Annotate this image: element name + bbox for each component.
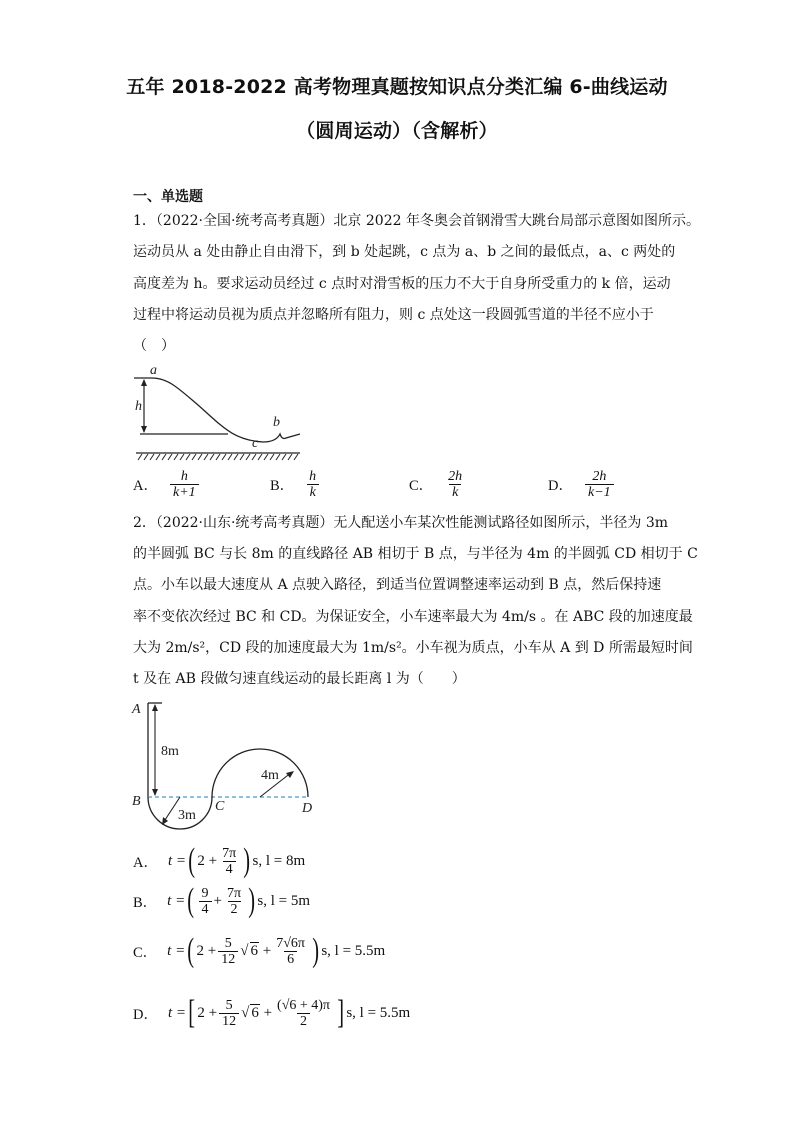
q2-line: 2．（2022·山东·统考高考真题）无人配送小车某次性能测试路径如图所示，半径为 3m <box>133 515 669 531</box>
q2-option-d[interactable]: D． t = [ 2 + $\frac{5}{12}$ √ 6 + $\frac{(√6 + 4)\pi}{2}$ ] s, l = 5.5m <box>133 994 411 1031</box>
q2-line: t 及在 AB 段做匀速直线运动的最长距离 l 为（ ） <box>133 671 466 687</box>
q1-option-b[interactable]: B． $\frac{h}{k}$ <box>270 469 321 500</box>
q1-option-d[interactable]: D． $\frac{2h}{k-1}$ <box>548 469 616 500</box>
q2-option-a[interactable]: A． t = ( 2 + $\frac{7\pi}{4}$ ) s, l = 8m <box>133 842 306 879</box>
q2-line: 率不变依次经过 BC 和 CD。为保证安全，小车速率最大为 4m/s 。在 ABC 段的加速度最 <box>133 609 693 625</box>
track-path-figure <box>128 695 328 835</box>
section-heading: 一、单选题 <box>133 189 203 205</box>
q2-line: 大为 2m/s²，CD 段的加速度最大为 1m/s²。小车视为质点，小车从 A 到 D 所需最短时间 <box>133 640 693 656</box>
label-B: B <box>132 794 141 809</box>
label-4m: 4m <box>261 768 279 783</box>
label-h: h <box>135 399 142 414</box>
q1-line: （ ） <box>133 338 175 354</box>
document-title-line-1: 五年 2018-2022 高考物理真题按知识点分类汇编 6-曲线运动 <box>126 76 668 98</box>
q2-line: 点。小车以最大速度从 A 点驶入路径，到适当位置调整速率运动到 B 点，然后保持速 <box>133 577 662 593</box>
q2-line: 的半圆弧 BC 与长 8m 的直线路径 AB 相切于 B 点，与半径为 4m 的半圆弧 CD 相切于 C <box>133 546 698 562</box>
label-A: A <box>132 702 141 717</box>
label-3m: 3m <box>178 808 196 823</box>
ski-jump-figure <box>128 360 308 465</box>
label-b: b <box>273 415 280 430</box>
label-8m: 8m <box>161 744 179 759</box>
label-C: C <box>215 799 225 814</box>
q2-option-c[interactable]: C． t = ( 2 + $\frac{5}{12}$ √ 6 + $\frac{7√6\pi}{6}$ ) s, l = 5.5m <box>133 932 386 969</box>
q2-option-b[interactable]: B． t = ( $\frac{9}{4}$ + $\frac{7\pi}{2}$ ) s, l = 5m <box>133 882 311 919</box>
label-c: c <box>252 436 259 451</box>
q1-option-a[interactable]: A． $\frac{h}{k+1}$ <box>133 469 201 500</box>
q1-option-c[interactable]: C． $\frac{2h}{k}$ <box>409 469 463 500</box>
label-D: D <box>302 801 313 816</box>
document-title-line-2: （圆周运动）（含解析） <box>296 120 498 142</box>
label-a: a <box>150 363 157 378</box>
q1-line: 高度差为 h。要求运动员经过 c 点时对滑雪板的压力不大于自身所受重力的 k 倍，运动 <box>133 276 671 292</box>
q1-line: 1．（2022·全国·统考高考真题）北京 2022 年冬奥会首钢滑雪大跳台局部示意图如图所示。 <box>133 213 700 229</box>
q1-line: 过程中将运动员视为质点并忽略所有阻力，则 c 点处这一段圆弧雪道的半径不应小于 <box>133 307 654 323</box>
q1-line: 运动员从 a 处由静止自由滑下，到 b 处起跳，c 点为 a、b 之间的最低点，a、c 两处的 <box>133 244 676 260</box>
